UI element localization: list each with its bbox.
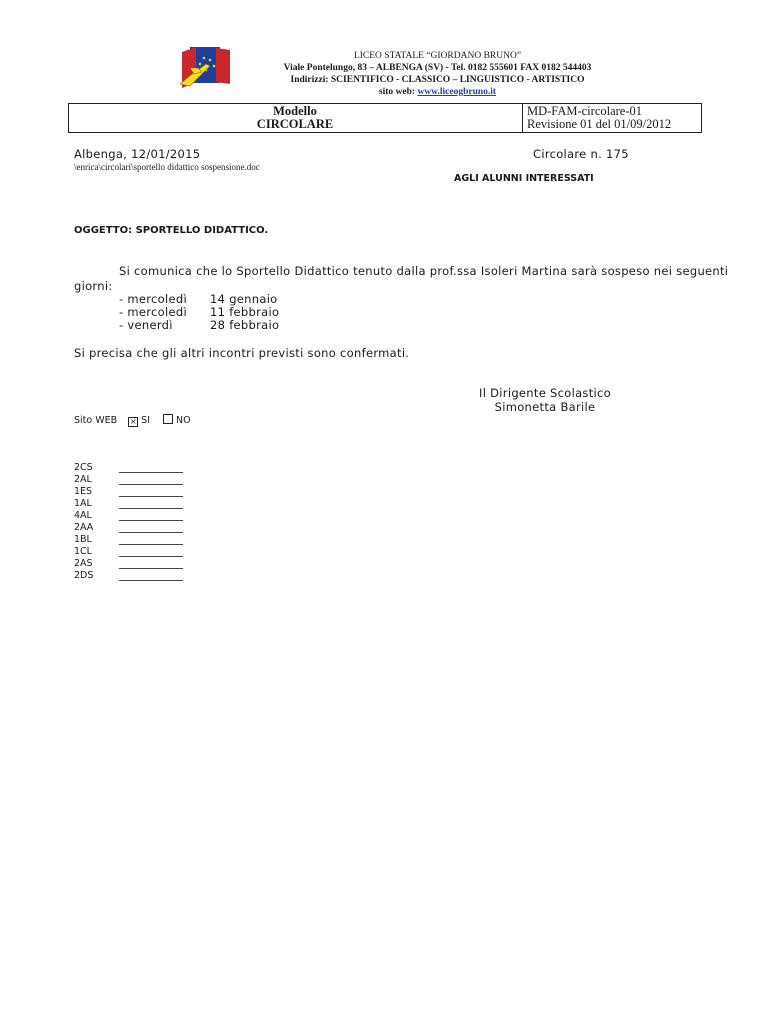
model-revision: Revisione 01 del 01/09/2012 <box>527 117 672 131</box>
school-logo <box>176 44 232 92</box>
model-label: Modello <box>273 104 317 118</box>
model-box-title <box>68 105 522 131</box>
signature-line <box>119 520 183 521</box>
class-code: 1ES <box>74 486 93 497</box>
sito-web-no <box>163 415 191 426</box>
body-paragraph-1: Si comunica che lo Sportello Didattico tenuto dalla prof.ssa Isoleri Martina sarà sospeso nei seguenti <box>119 264 729 278</box>
website-link[interactable]: www.liceogbruno.it <box>417 87 497 97</box>
website-line <box>230 86 645 98</box>
signature-line <box>119 484 183 485</box>
body-paragraph-2: Si precisa che gli altri incontri previsti sono confermati. <box>74 346 410 360</box>
model-code: MD-FAM-circolare-01 <box>527 104 643 118</box>
school-tracks: Indirizzi: SCIENTIFICO - CLASSICO – LINGUISTICO - ARTISTICO <box>290 75 585 85</box>
class-code: 2AS <box>74 558 93 569</box>
signature-role: Il Dirigente Scolastico <box>479 386 611 400</box>
signature-line <box>119 556 183 557</box>
model-type: CIRCOLARE <box>256 117 334 131</box>
file-path: \enrica\circolari\sportello didattico sospensione.doc <box>74 162 260 172</box>
signature-name: Simonetta Barile <box>494 400 596 414</box>
school-address: Viale Pontelungo, 83 – ALBENGA (SV) - Tel. 0182 555601 FAX 0182 544403 <box>283 63 592 73</box>
signature-line <box>119 532 183 533</box>
signature-line <box>119 568 183 569</box>
website-label: sito web: <box>378 87 416 97</box>
date-day: - mercoledì <box>119 305 187 319</box>
signature-line <box>119 580 183 581</box>
date-value: 14 gennaio <box>210 292 278 306</box>
class-code: 2AA <box>74 522 94 533</box>
signature-line <box>119 508 183 509</box>
sito-web-row <box>74 414 191 427</box>
class-code: 2CS <box>74 462 93 473</box>
class-code: 4AL <box>74 510 92 521</box>
checkbox-icon[interactable] <box>163 414 173 424</box>
date-value: 28 febbraio <box>210 318 280 332</box>
class-code: 1AL <box>74 498 92 509</box>
sito-web-no-label: NO <box>176 415 191 426</box>
signature-line <box>119 472 183 473</box>
date-value: 11 febbraio <box>210 305 280 319</box>
class-code: 1CL <box>74 546 92 557</box>
subject: OGGETTO: SPORTELLO DIDATTICO. <box>74 225 269 236</box>
class-code: 1BL <box>74 534 92 545</box>
checked-checkbox-icon[interactable]: × <box>129 417 137 426</box>
recipients: AGLI ALUNNI INTERESSATI <box>454 173 594 184</box>
signature-line <box>119 496 183 497</box>
sito-web-yes <box>128 415 153 426</box>
date-day: - mercoledì <box>119 292 187 306</box>
model-box-code <box>527 105 702 131</box>
body-paragraph-1-cont: giorni: <box>74 279 113 293</box>
school-name: LICEO STATALE “GIORDANO BRUNO” <box>353 51 522 61</box>
class-code: 2AL <box>74 474 92 485</box>
sito-web-yes-label: SI <box>141 415 151 426</box>
model-box-divider <box>522 103 523 133</box>
place-date: Albenga, 12/01/2015 <box>74 147 201 161</box>
signature-line <box>119 544 183 545</box>
sito-web-label: Sito WEB <box>74 415 118 426</box>
date-day: - venerdì <box>119 318 173 332</box>
class-code: 2DS <box>74 570 94 581</box>
circolare-number: Circolare n. 175 <box>533 147 629 161</box>
